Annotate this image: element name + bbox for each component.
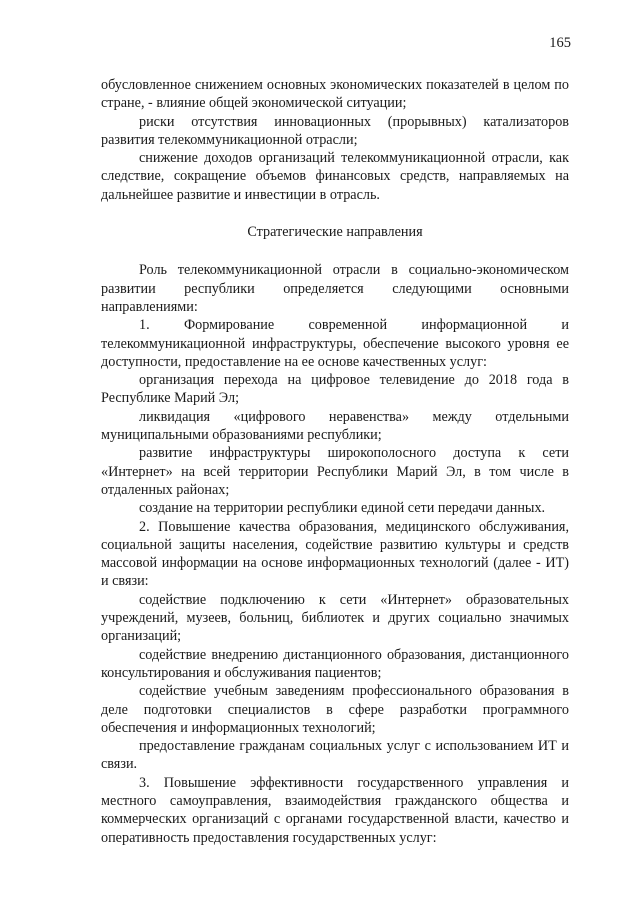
paragraph-risk-innovation: риски отсутствия инновационных (прорывных) катализаторов развития телекоммуникационной отрасли;: [101, 113, 569, 148]
paragraph-distance-education: содействие внедрению дистанционного образования, дистанционного консультирования и обслуживания пациентов;: [101, 646, 569, 681]
paragraph-internet-connection: содействие подключению к сети «Интернет» образовательных учреждений, музеев, больниц, библиотек и других социально значимых организаций;: [101, 591, 569, 645]
paragraph-social-services: предоставление гражданам социальных услуг с использованием ИТ и связи.: [101, 738, 569, 773]
paragraph-data-network: создание на территории республики единой сети передачи данных.: [139, 500, 546, 517]
body-text: [101, 76, 569, 847]
paragraph-direction-3: 3. Повышение эффективности государственного управления и местного самоуправления, взаимодействия гражданского общества и коммерческих организаций с органами государственной власти, качество и оперативность предоставления государственных услуг:: [101, 774, 569, 846]
paragraph-professional-training: содействие учебным заведениям профессионального образования в деле подготовки специалистов в сфере разработки программного обеспечения и информационных технологий;: [101, 683, 569, 736]
section-heading: Стратегические направления: [247, 224, 423, 241]
paragraph-digital-divide: ликвидация «цифрового неравенства» между отдельными муниципальными образованиями республики;: [101, 408, 569, 444]
paragraph-broadband: развитие инфраструктуры широкополосного доступа к сети «Интернет» на всей территории Республики Марий Эл, в том числе в отдаленных районах;: [101, 445, 569, 498]
paragraph-revenue-decline: снижение доходов организаций телекоммуникационной отрасли, как следствие, сокращение объемов финансовых средств, направляемых на дальнейшее развитие и инвестиции в отрасль.: [101, 150, 569, 203]
paragraph-direction-2: 2. Повышение качества образования, медицинского обслуживания, социальной защиты населения, содействие развитию культуры и средств массовой информации на основе информационных технологий (далее - ИТ) и связи:: [101, 518, 569, 590]
paragraph-digital-tv: организация перехода на цифровое телевидение до 2018 года в Республике Марий Эл;: [101, 372, 569, 407]
paragraph-direction-1: 1. Формирование современной информационной и телекоммуникационной инфраструктуры, обеспечение высокого уровня ее доступности, предоставление на ее основе качественных услуг:: [101, 317, 569, 370]
paragraph-continuation: обусловленное снижением основных экономических показателей в целом по стране, - влияние общей экономической ситуации;: [101, 77, 569, 112]
page-number: 165: [549, 35, 571, 51]
paragraph-intro: Роль телекоммуникационной отрасли в социально-экономическом развитии республики определяется следующими основными направлениями:: [101, 262, 569, 315]
